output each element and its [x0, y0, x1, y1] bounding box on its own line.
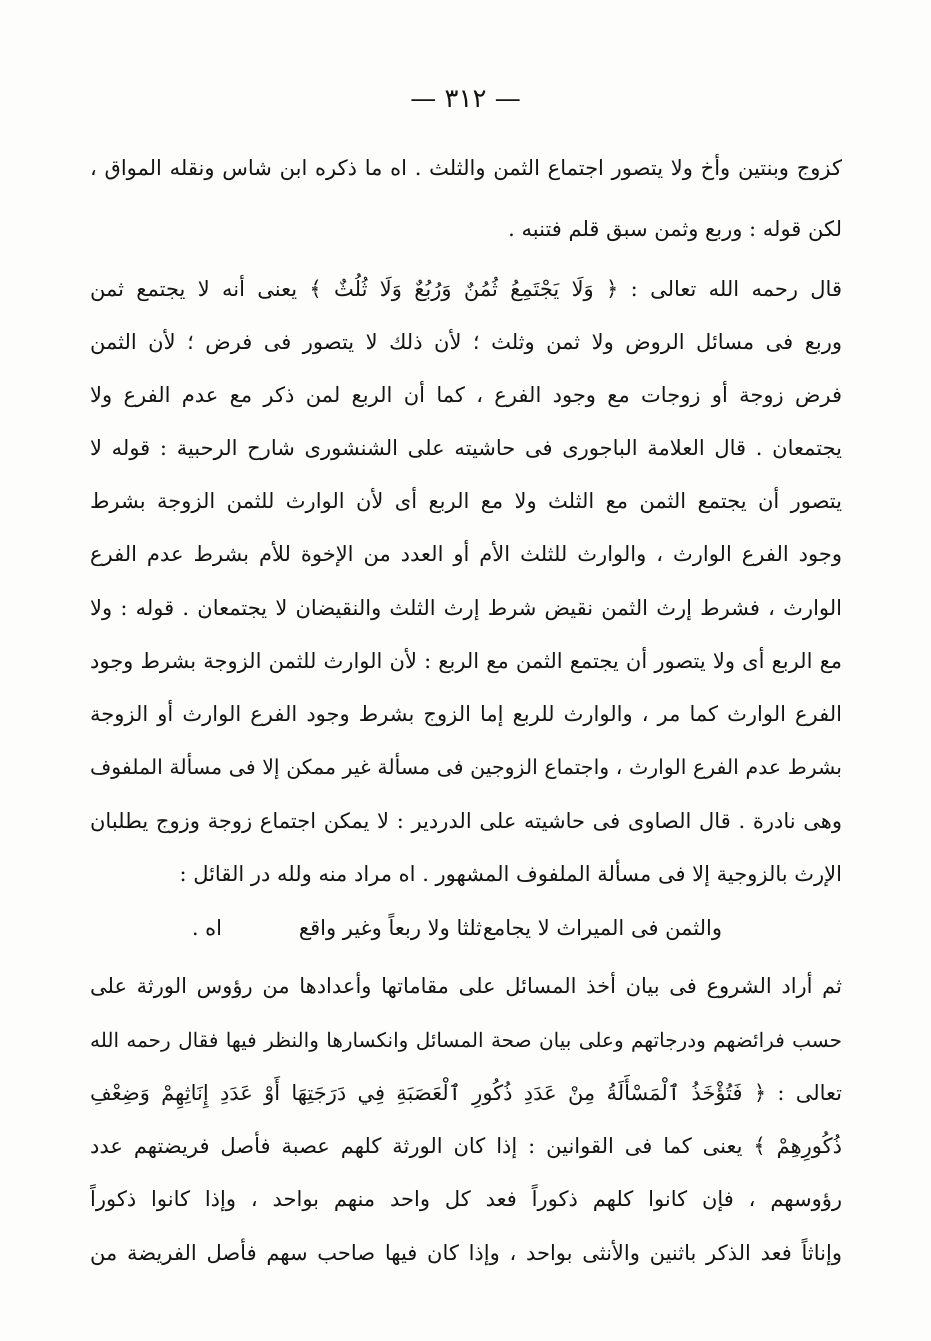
verse-second-hemistich: ثلثا ولا ربعاً وغير واقع — [298, 916, 482, 940]
text-line: يجتمعان . قال العلامة الباجورى فى حاشيته على الشنشورى شارح الرحبية : قوله لا — [90, 436, 842, 460]
text-line: الإرث بالزوجية إلا فى مسألة الملفوف المشهور . اه مراد منه ولله در القائل : — [179, 862, 842, 886]
text-line: بشرط عدم الفرع الوارث ، واجتماع الزوجين فى مسألة غير ممكن إلا فى مسألة الملفوف — [90, 755, 842, 779]
text-line: تعالى : ﴿ فَتُؤْخَذُ ٱلْمَسْأَلَةُ مِنْ عَدَدِ ذُكُورِ ٱلْعَصَبَةِ فِي دَرَجَتِهَا أَوْ عَدَدِ إِنَاثِهِمْ وَضِعْفِ — [90, 1081, 842, 1105]
text-line: وربع فى مسائل الروض ولا ثمن وثلث ؛ لأن ذلك لا يتصور فى فرض ؛ لأن الثمن — [90, 330, 842, 354]
text-line: الوارث ، فشرط إرث الثمن نقيض شرط إرث الثلث والنقيضان لا يجتمعان . قوله : ولا — [90, 596, 842, 620]
page-number: — ٣١٢ — — [410, 84, 521, 114]
text-line: كزوج وبنتين وأخ ولا يتصور اجتماع الثمن والثلث . اه ما ذكره ابن شاس ونقله المواق ، — [90, 156, 842, 180]
verse-end-mark: اه . — [191, 916, 222, 940]
text-line: الفرع الوارث كما مر ، والوارث للربع إما الزوج بشرط وجود الفرع الوارث أو الزوجة — [90, 702, 842, 726]
text-line: وجود الفرع الوارث ، والوارث للثلث الأم أو العدد من الإخوة للأم بشرط عدم الفرع — [90, 542, 842, 566]
text-line: لكن قوله : وربع وثمن سبق قلم فتنبه . — [508, 217, 842, 241]
poetry-verse — [90, 908, 842, 948]
text-line: فرض زوجة أو زوجات مع وجود الفرع ، كما أن الربع لمن ذكر مع عدم الفرع ولا — [90, 383, 842, 407]
text-line: ذُكُورِهِمْ ﴾ يعنى كما فى القوانين : إذا كان الورثة كلهم عصبة فأصل فريضتهم عدد — [90, 1134, 842, 1158]
text-line: قال رحمه الله تعالى : ﴿ وَلَا يَجْتَمِعُ ثُمُنٌ وَرُبُعٌ وَلَا ثُلُثٌ ﴾ يعنى أنه لا يجتمع ثمن — [90, 277, 842, 301]
text-line: رؤوسهم ، فإن كانوا كلهم ذكوراً فعد كل واحد منهم بواحد ، وإذا كانوا ذكوراً — [90, 1187, 842, 1211]
text-line: يتصور أن يجتمع الثمن مع الثلث ولا مع الربع أى لأن الوارث للثمن الزوجة بشرط — [90, 489, 842, 513]
text-line: ثم أراد الشروع فى بيان أخذ المسائل على مقاماتها وأعدادها من رؤوس الورثة على — [90, 974, 842, 998]
text-line: حسب فرائضهم ودرجاتهم وعلى بيان صحة المسائل وانكسارها والنظر فيها فقال رحمه الله — [90, 1028, 842, 1052]
text-line: مع الربع أى ولا يتصور أن يجتمع الثمن مع الربع : لأن الوارث للثمن الزوجة بشرط وجود — [90, 649, 842, 673]
verse-first-hemistich: والثمن فى الميراث لا يجامع — [482, 916, 722, 940]
text-line: وهى نادرة . قال الصاوى فى حاشيته على الدردير : لا يمكن اجتماع زوجة وزوج يطلبان — [90, 809, 842, 833]
text-line: وإناثاً فعد الذكر باثنين والأنثى بواحد ، وإذا كان فيها صاحب سهم فأصل الفريضة من — [90, 1241, 842, 1265]
